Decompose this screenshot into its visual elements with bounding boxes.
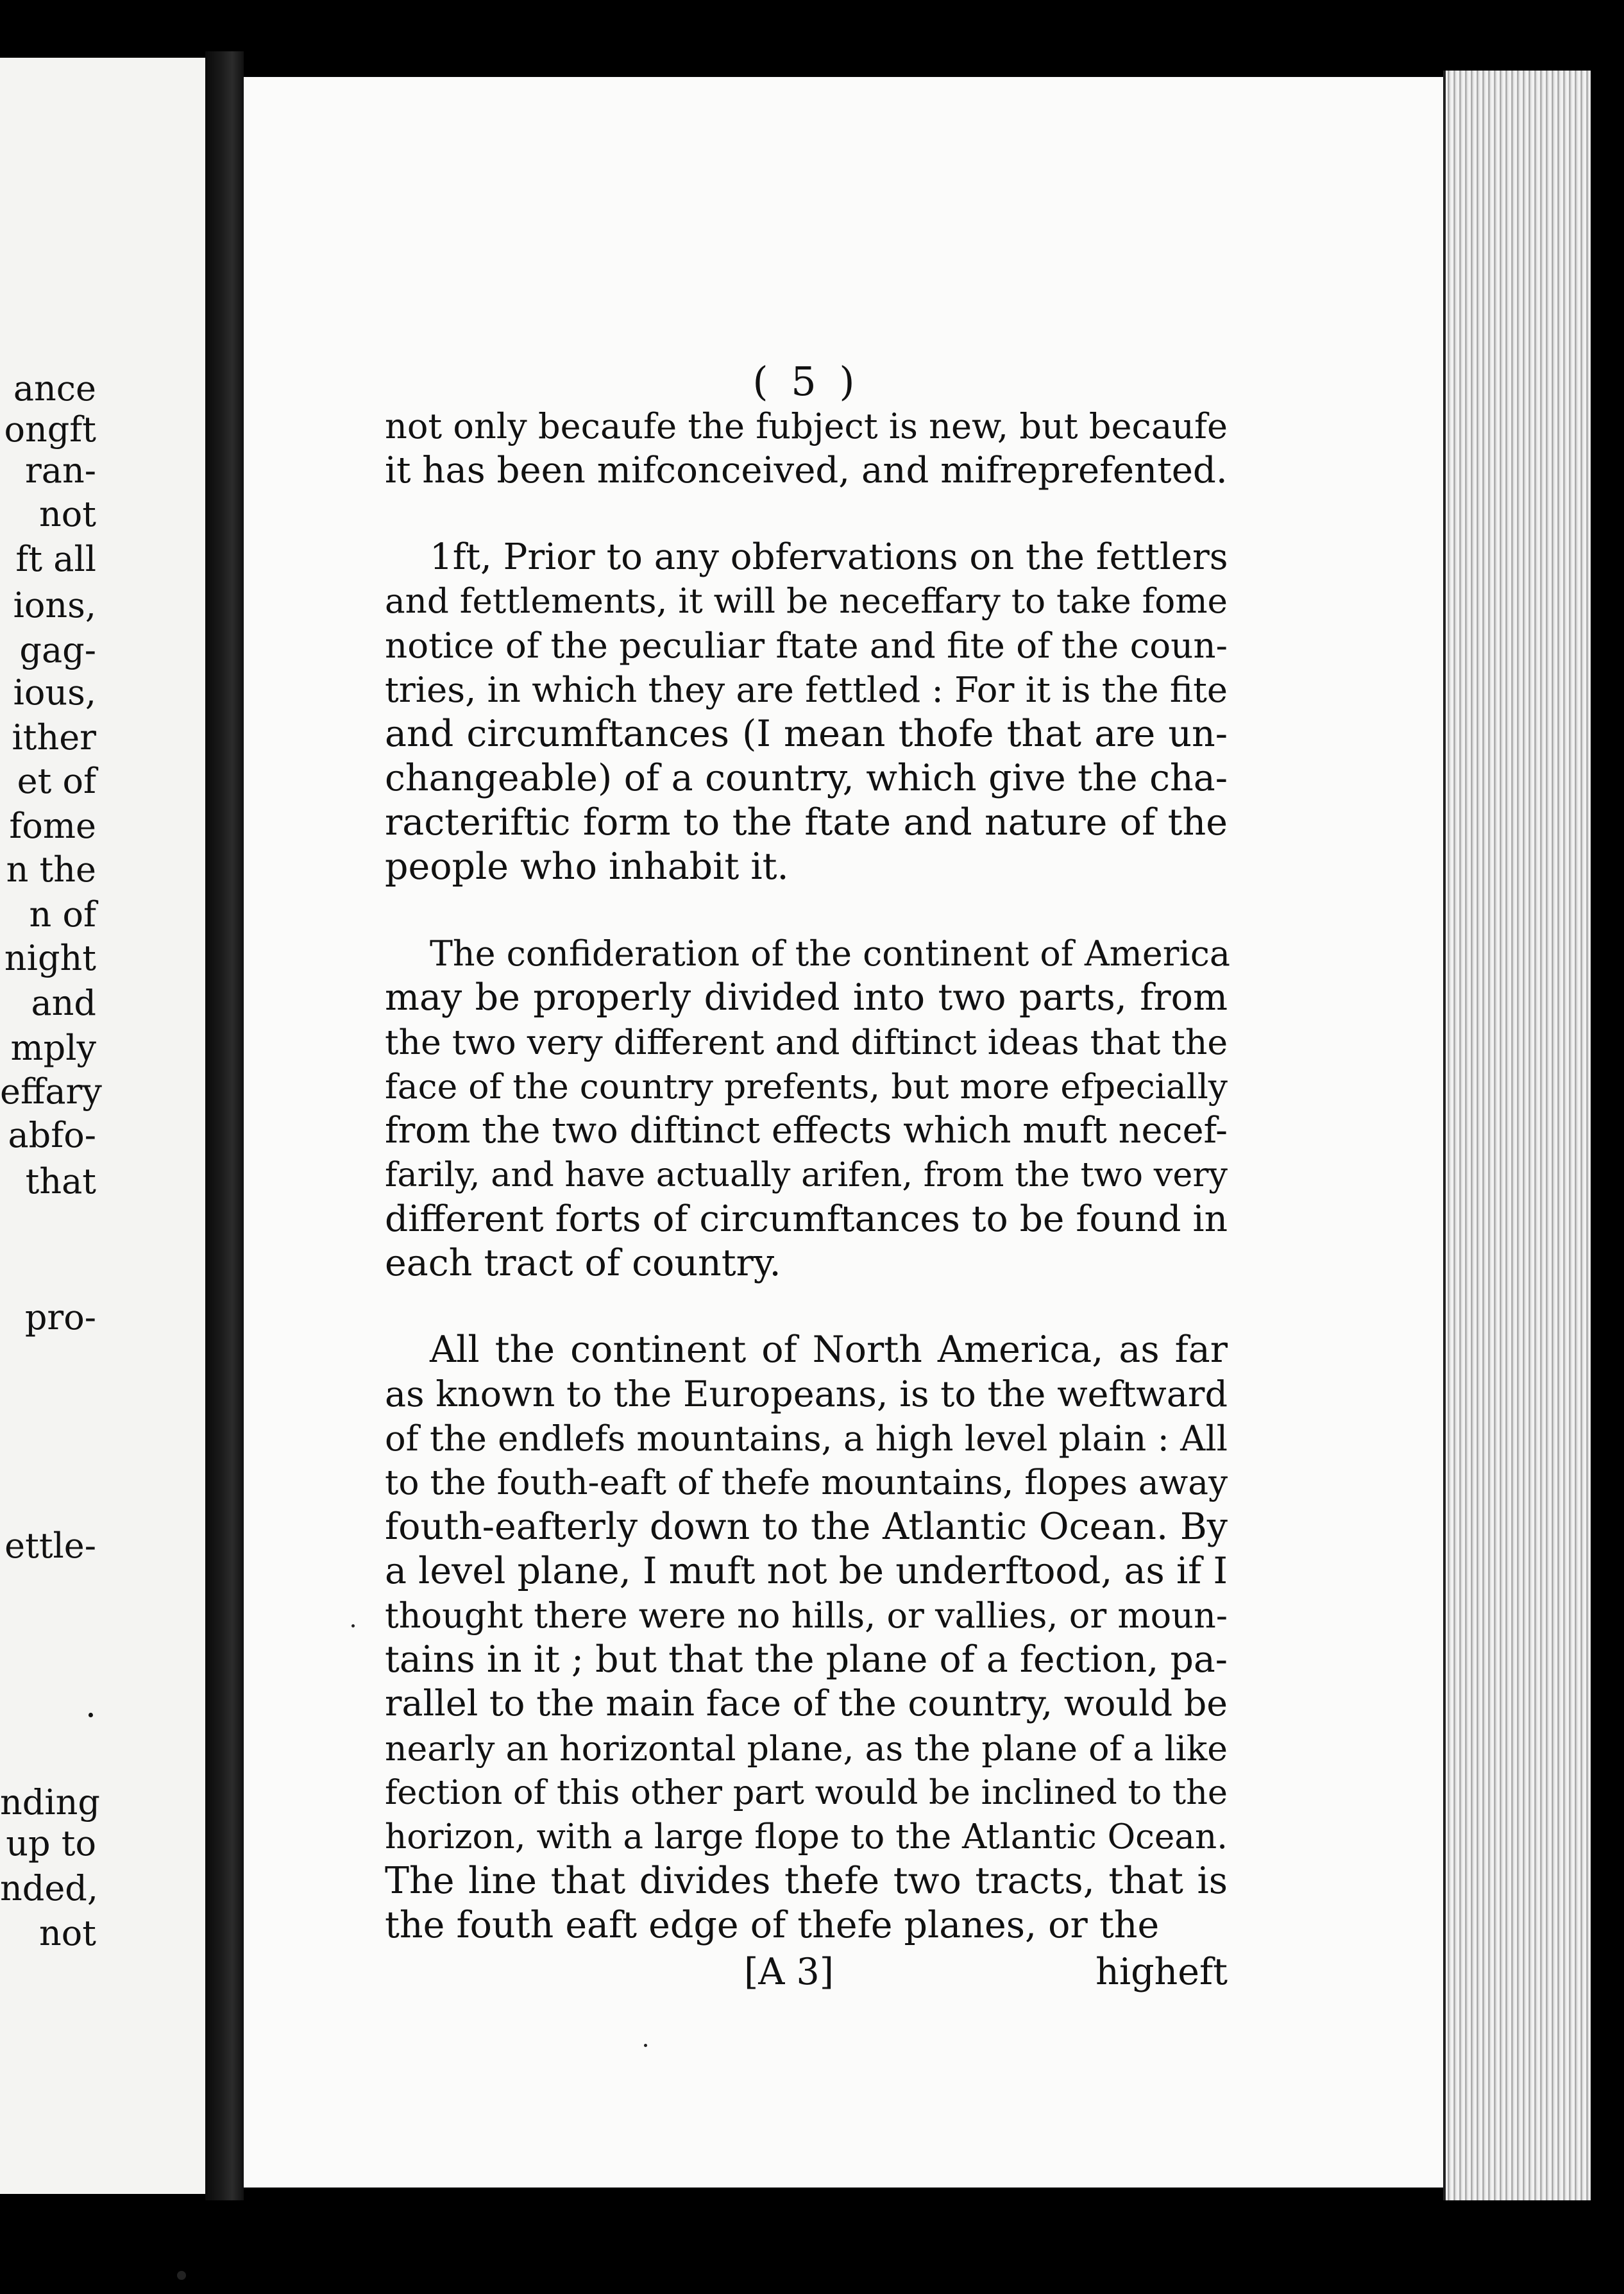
left-line-fragment: abfo-	[8, 1115, 96, 1155]
left-line-fragment: up to	[6, 1823, 96, 1864]
text-line: tries, in which they are fettled : For it is the fite	[385, 670, 1228, 710]
ink-speck	[644, 2044, 647, 2047]
text-line: The confideration of the continent of America	[430, 933, 1231, 974]
page-number: ( 5 )	[752, 358, 860, 405]
text-line: thought there were no hills, or vallies, or moun-	[385, 1595, 1228, 1636]
text-line: people who inhabit it.	[385, 845, 789, 888]
left-line-fragment: pro-	[24, 1297, 96, 1338]
left-line-fragment: gag-	[19, 630, 96, 670]
text-line: changeable) of a country, which give the cha-	[385, 757, 1228, 799]
left-line-fragment: n of	[29, 894, 96, 935]
scan-border	[1591, 0, 1624, 2294]
left-line-fragment: nding	[0, 1782, 100, 1822]
paragraph-gap	[385, 493, 1228, 535]
text-line: not only becaufe the fubject is new, but becaufe	[385, 406, 1228, 446]
text-line: different forts of circumftances to be found in	[385, 1198, 1228, 1240]
left-line-fragment: fome	[9, 806, 96, 846]
left-line-fragment: et of	[17, 761, 96, 801]
left-line-fragment: ft all	[15, 539, 96, 579]
text-line: the fouth eaft edge of thefe planes, or the	[385, 1904, 1160, 1946]
text-line: racteriftic form to the ftate and nature of the	[385, 801, 1228, 844]
text-line: The line that divides thefe two tracts, that is	[385, 1860, 1228, 1902]
text-line: face of the country prefents, but more efpecially	[385, 1066, 1228, 1107]
signature-mark: [A 3]	[744, 1951, 834, 1993]
text-line: to the fouth-eaft of thefe mountains, flopes away	[385, 1463, 1228, 1502]
left-line-fragment: that	[25, 1161, 96, 1202]
text-line: and fettlements, it will be neceffary to take fome	[385, 581, 1228, 621]
main-text-column	[385, 358, 1231, 1994]
book-gutter	[205, 51, 244, 2200]
left-line-fragment: n the	[6, 849, 96, 890]
left-line-fragment: ious,	[13, 672, 96, 713]
text-line: tains in it ; but that the plane of a fection, pa-	[385, 1638, 1228, 1681]
text-line: All the continent of North America, as far	[430, 1329, 1228, 1371]
text-line: from the two diftinct effects which muft necef-	[385, 1110, 1228, 1151]
text-line: and circumftances (I mean thofe that are un-	[385, 713, 1228, 755]
page-footer	[385, 1950, 1228, 1994]
text-line: the two very different and diftinct ideas that the	[385, 1022, 1228, 1062]
left-line-fragment: ions,	[13, 585, 96, 625]
left-line-fragment: effary	[0, 1071, 102, 1112]
paragraph-gap	[385, 889, 1228, 931]
text-line: of the endlefs mountains, a high level plain : All	[385, 1418, 1228, 1459]
text-line: each tract of country.	[385, 1242, 781, 1284]
text-line: 1ft, Prior to any obfervations on the fettlers	[430, 536, 1228, 578]
text-line: may be properly divided into two parts, from	[385, 976, 1228, 1019]
left-line-fragment: ance	[13, 368, 96, 409]
text-line: horizon, with a large flope to the Atlantic Ocean.	[385, 1817, 1228, 1856]
text-line: nearly an horizontal plane, as the plane of a like	[385, 1728, 1228, 1769]
paragraph	[385, 404, 1228, 493]
text-line: rallel to the main face of the country, would be	[385, 1683, 1228, 1724]
text-line: as known to the Europeans, is to the weftward	[385, 1373, 1228, 1415]
text-line: farily, and have actually arifen, from the two very	[385, 1155, 1228, 1194]
text-line: it has been mifconceived, and mifreprefented.	[385, 450, 1228, 491]
left-line-fragment: ran-	[24, 450, 96, 491]
ink-speck	[177, 2271, 186, 2280]
left-line-fragment: not	[39, 494, 96, 534]
text-line: notice of the peculiar ftate and fite of the coun-	[385, 625, 1228, 666]
left-line-fragment: ettle-	[4, 1525, 96, 1566]
paragraphs	[385, 404, 1231, 1948]
paragraph	[385, 535, 1228, 889]
left-line-fragment: and	[31, 983, 96, 1023]
paragraph	[385, 1328, 1228, 1948]
text-line: fection of this other part would be inclined to the	[385, 1773, 1228, 1812]
paragraph-gap	[385, 1286, 1228, 1328]
left-line-fragment: night	[4, 938, 96, 978]
left-line-fragment: ither	[12, 717, 96, 758]
text-line: fouth-eafterly down to the Atlantic Ocean. By	[385, 1506, 1228, 1548]
left-line-fragment: mply	[10, 1028, 96, 1068]
ink-speck	[351, 1624, 355, 1627]
paragraph	[385, 931, 1231, 1286]
catchword: higheft	[1095, 1951, 1228, 1993]
left-line-fragment: not	[39, 1913, 96, 1953]
left-line-fragment: nded,	[0, 1868, 99, 1908]
text-line: a level plane, I muft not be underftood, as if I	[385, 1550, 1228, 1592]
left-line-fragment: ongft	[4, 409, 96, 450]
page-edges	[1443, 71, 1593, 2200]
left-line-fragment: .	[85, 1685, 96, 1725]
